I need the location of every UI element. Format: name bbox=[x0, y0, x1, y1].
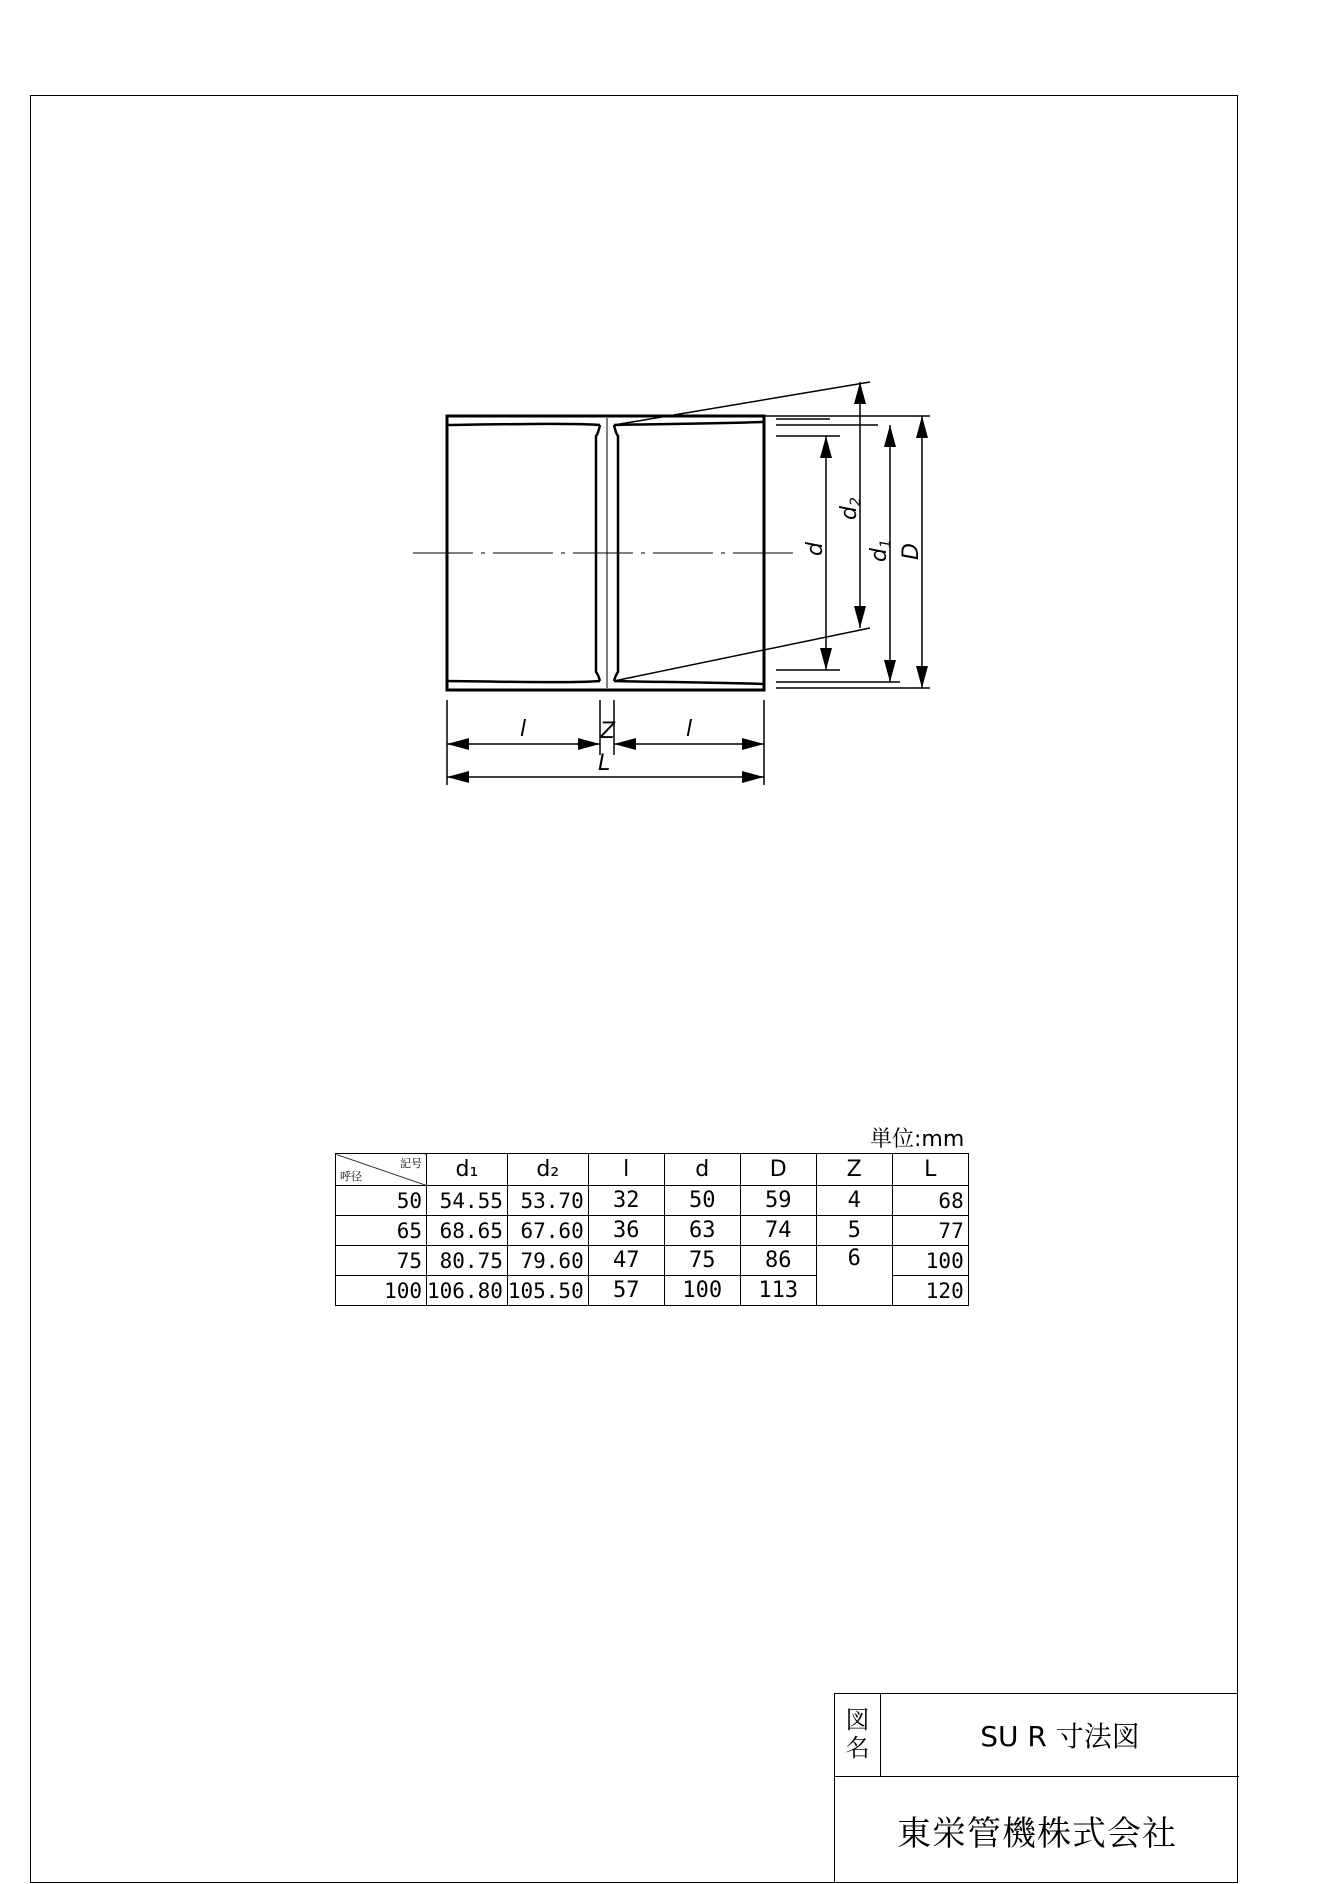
cell-l: 47 bbox=[588, 1246, 664, 1276]
cell-l: 57 bbox=[588, 1276, 664, 1306]
cell-d1: 106.80 bbox=[427, 1276, 508, 1306]
bore-bottom-left bbox=[447, 681, 600, 682]
cell-d: 100 bbox=[664, 1276, 740, 1306]
table-row bbox=[336, 1186, 969, 1216]
label-d2: d2 bbox=[837, 497, 864, 520]
cell-d2: 105.50 bbox=[507, 1276, 588, 1306]
table-row bbox=[336, 1216, 969, 1246]
cell-L: 120 bbox=[892, 1276, 968, 1306]
cell-size: 50 bbox=[336, 1186, 427, 1216]
header-l: l bbox=[588, 1154, 664, 1186]
header-D: D bbox=[740, 1154, 816, 1186]
cell-D: 86 bbox=[740, 1246, 816, 1276]
cell-Z: 4 bbox=[816, 1186, 892, 1216]
bore-top-right bbox=[614, 422, 764, 425]
header-d: d bbox=[664, 1154, 740, 1186]
cell-l: 36 bbox=[588, 1216, 664, 1246]
cell-d1: 80.75 bbox=[427, 1246, 508, 1276]
header-Z: Z bbox=[816, 1154, 892, 1186]
corner-size-label: 呼径 bbox=[340, 1170, 362, 1183]
header-d2: d₂ bbox=[507, 1154, 588, 1186]
cell-d2: 53.70 bbox=[507, 1186, 588, 1216]
drawing-name: SU R 寸法図 bbox=[881, 1694, 1239, 1777]
cell-d: 50 bbox=[664, 1186, 740, 1216]
cell-d1: 54.55 bbox=[427, 1186, 508, 1216]
label-char-bottom: 名 bbox=[845, 1734, 870, 1762]
table-header-row bbox=[336, 1154, 969, 1186]
title-block bbox=[834, 1693, 1238, 1883]
cell-size: 100 bbox=[336, 1276, 427, 1306]
header-d1: d₁ bbox=[427, 1154, 508, 1186]
cell-Z: 5 bbox=[816, 1216, 892, 1246]
cell-L: 100 bbox=[892, 1246, 968, 1276]
unit-label: 単位:mm bbox=[870, 1127, 965, 1152]
label-char-top: 図 bbox=[845, 1706, 870, 1734]
label-d: d bbox=[803, 542, 828, 556]
cell-L: 68 bbox=[892, 1186, 968, 1216]
cell-size: 75 bbox=[336, 1246, 427, 1276]
bore-bottom-right bbox=[614, 681, 764, 684]
cell-Z: 6 bbox=[816, 1246, 892, 1306]
cell-size: 65 bbox=[336, 1216, 427, 1246]
header-L: L bbox=[892, 1154, 968, 1186]
corner-symbol-label: 記号 bbox=[400, 1157, 422, 1170]
cell-L: 77 bbox=[892, 1216, 968, 1246]
dimension-table bbox=[335, 1153, 969, 1306]
cell-D: 59 bbox=[740, 1186, 816, 1216]
cell-d2: 67.60 bbox=[507, 1216, 588, 1246]
label-L: L bbox=[598, 751, 611, 776]
table-corner-cell bbox=[336, 1154, 427, 1186]
label-z: Z bbox=[600, 719, 616, 744]
label-D: D bbox=[899, 543, 924, 560]
cell-d2: 79.60 bbox=[507, 1246, 588, 1276]
label-l-right: l bbox=[686, 717, 693, 742]
cell-d: 63 bbox=[664, 1216, 740, 1246]
bore-top-left bbox=[447, 424, 600, 425]
cell-d: 75 bbox=[664, 1246, 740, 1276]
cell-l: 32 bbox=[588, 1186, 664, 1216]
table-row bbox=[336, 1246, 969, 1276]
cell-D: 113 bbox=[740, 1276, 816, 1306]
label-d1: d1 bbox=[867, 539, 894, 562]
drawing-name-label bbox=[835, 1694, 881, 1777]
company-name: 東栄管機株式会社 bbox=[897, 1814, 1177, 1854]
label-l-left: l bbox=[520, 717, 527, 742]
cell-d1: 68.65 bbox=[427, 1216, 508, 1246]
cell-D: 74 bbox=[740, 1216, 816, 1246]
